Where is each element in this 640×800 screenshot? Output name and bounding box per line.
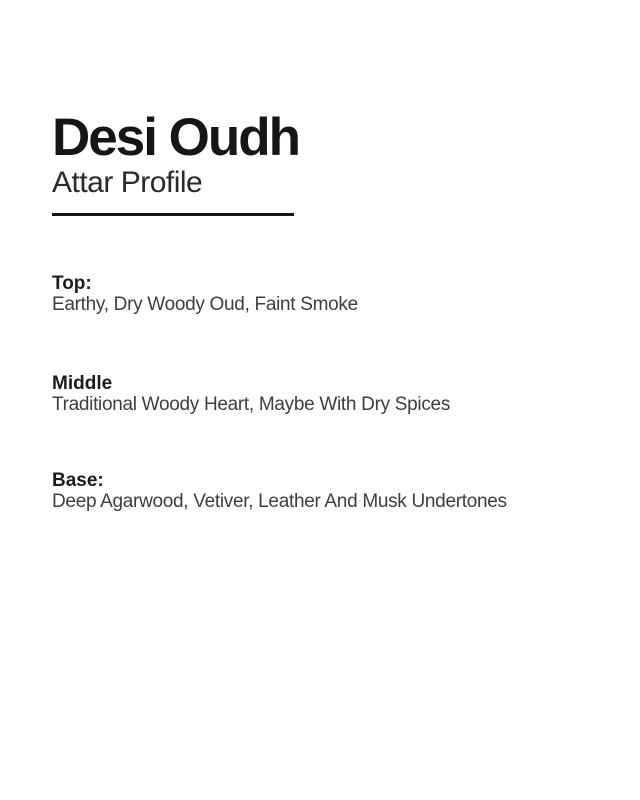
note-label: Middle bbox=[52, 373, 113, 394]
note-text: Earthy, Dry Woody Oud, Faint Smoke bbox=[52, 294, 358, 315]
note-section-base bbox=[52, 470, 592, 512]
title-underline bbox=[52, 213, 294, 216]
note-label: Base: bbox=[52, 470, 104, 491]
note-label: Top: bbox=[52, 273, 92, 294]
page-title: Desi Oudh bbox=[52, 108, 300, 167]
note-text: Deep Agarwood, Vetiver, Leather And Musk Undertones bbox=[52, 491, 507, 512]
note-section-top bbox=[52, 273, 592, 315]
note-section-middle bbox=[52, 373, 592, 415]
page-subtitle: Attar Profile bbox=[52, 166, 203, 199]
note-text: Traditional Woody Heart, Maybe With Dry Spices bbox=[52, 394, 451, 415]
